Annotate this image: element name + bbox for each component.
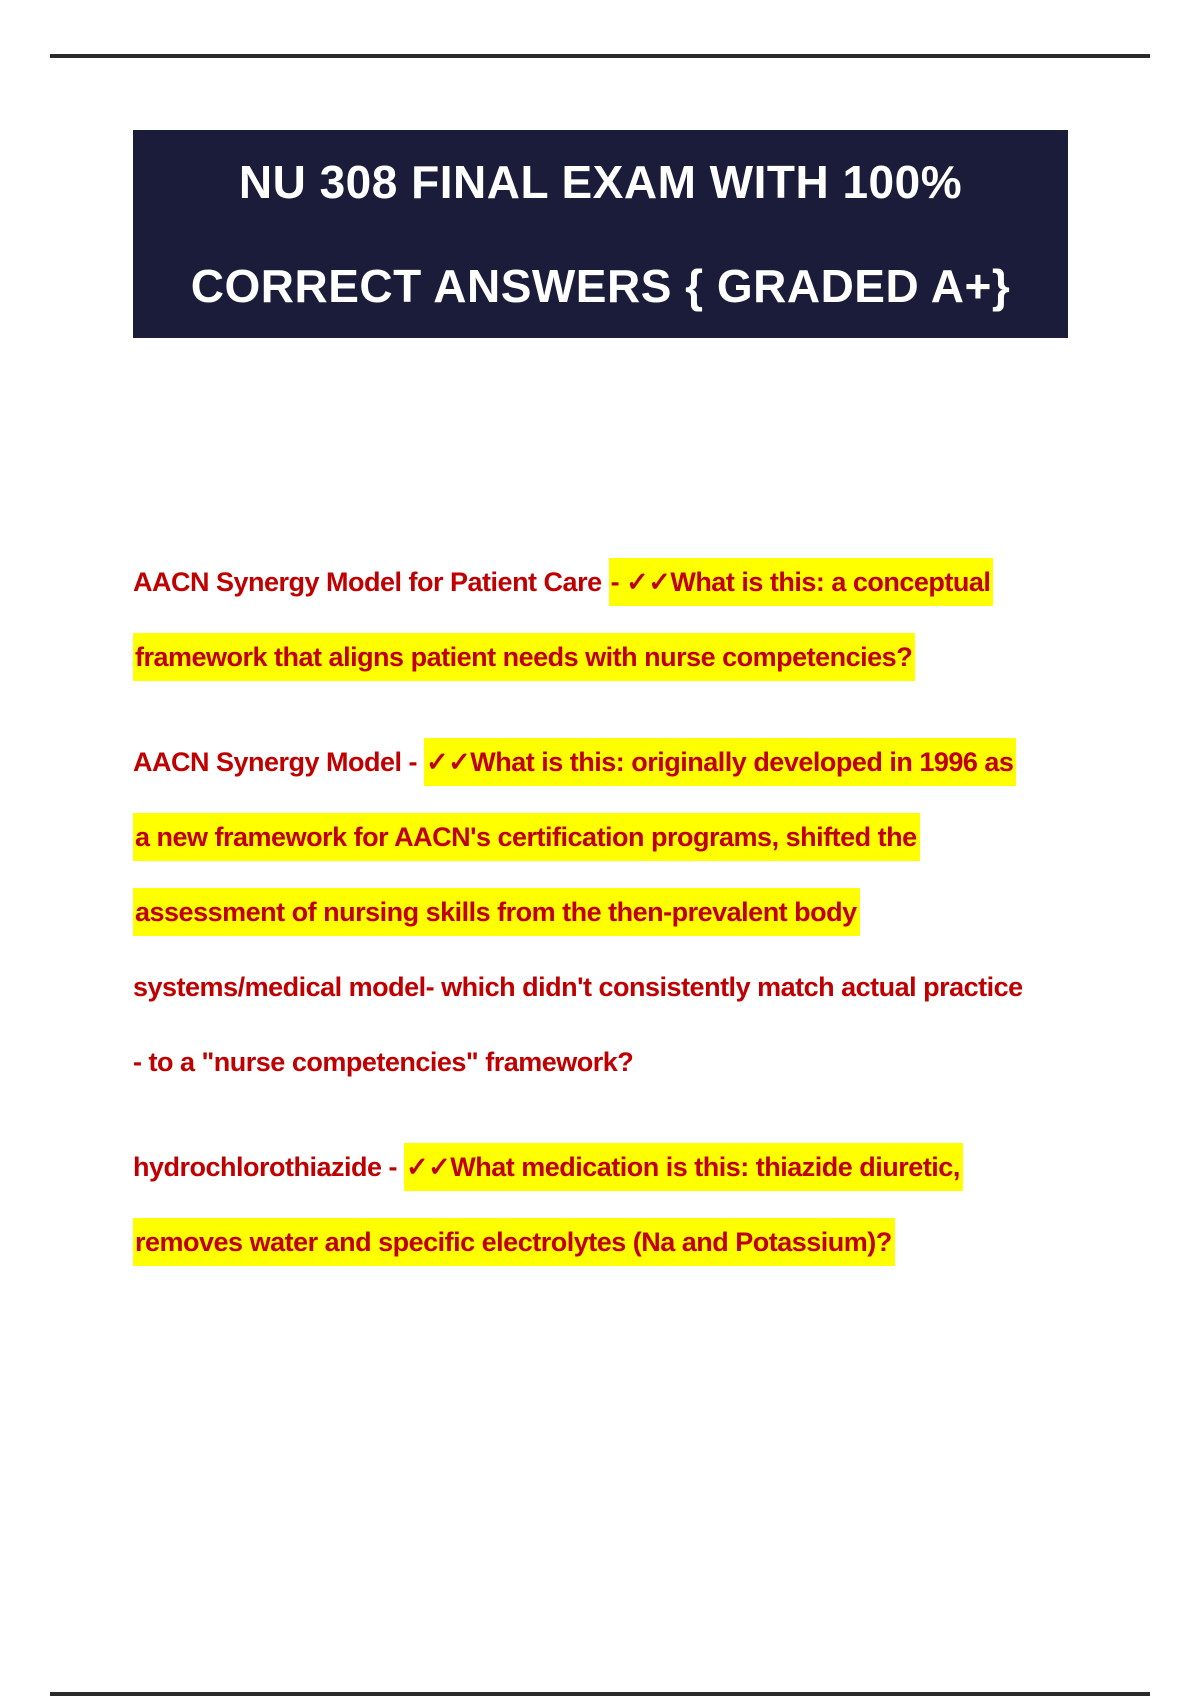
text-line — [133, 545, 1093, 620]
text-line — [133, 1130, 1093, 1205]
text-line — [133, 1025, 1093, 1100]
plain-text: systems/medical model- which didn't consistently match actual practice — [133, 972, 1023, 1002]
text-line — [133, 620, 1093, 695]
text-line — [133, 800, 1093, 875]
plain-text: AACN Synergy Model - — [133, 747, 425, 777]
highlighted-text: ✓✓What medication is this: thiazide diuretic, — [404, 1143, 963, 1191]
highlighted-text: a new framework for AACN's certification programs, shifted the — [133, 813, 920, 861]
plain-text: AACN Synergy Model for Patient Care — [133, 567, 609, 597]
bottom-page-rule — [50, 1692, 1150, 1696]
document-body — [133, 545, 1093, 1310]
highlighted-text: framework that aligns patient needs with nurse competencies? — [133, 633, 915, 681]
highlighted-text: assessment of nursing skills from the then-prevalent body — [133, 888, 860, 936]
text-line — [133, 1205, 1093, 1280]
highlighted-text: removes water and specific electrolytes (Na and Potassium)? — [133, 1218, 895, 1266]
text-line — [133, 875, 1093, 950]
top-page-rule — [50, 54, 1150, 58]
highlighted-text: - ✓✓What is this: a conceptual — [609, 558, 994, 606]
title-line-2: CORRECT ANSWERS { GRADED A+} — [190, 260, 1011, 312]
qa-paragraph — [133, 725, 1093, 1100]
qa-paragraph — [133, 545, 1093, 695]
plain-text: hydrochlorothiazide - — [133, 1152, 405, 1182]
text-line — [133, 950, 1093, 1025]
title-line-1: NU 308 FINAL EXAM WITH 100% — [238, 156, 963, 208]
qa-paragraph — [133, 1130, 1093, 1280]
title-banner — [133, 130, 1068, 338]
highlighted-text: ✓✓What is this: originally developed in 1996 as — [424, 738, 1016, 786]
text-line — [133, 725, 1093, 800]
plain-text: - to a "nurse competencies" framework? — [133, 1047, 634, 1077]
